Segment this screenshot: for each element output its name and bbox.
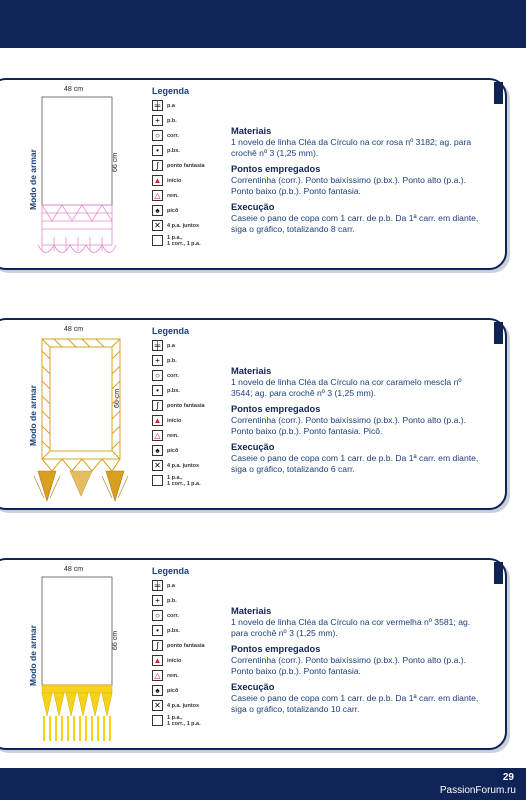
modo-de-armar-label: Modo de armar: [28, 625, 38, 686]
pa-corr-pa-icon: [152, 715, 163, 726]
ponto-fantasia-icon: ∫: [152, 160, 163, 171]
legend-label: início: [167, 657, 182, 664]
pb-icon: +: [152, 355, 163, 366]
corr-icon: ○: [152, 610, 163, 621]
legend-label: início: [167, 177, 182, 184]
pa-icon: ╪: [152, 100, 163, 111]
pico-icon: ♠: [152, 685, 163, 696]
rem-icon: △: [152, 190, 163, 201]
materiais-title: Materiais: [231, 126, 272, 136]
legend-label: ponto fantasia: [167, 642, 205, 649]
legend-label: rem.: [167, 192, 179, 199]
pico-icon: ♠: [152, 205, 163, 216]
card-1-text: [231, 121, 481, 235]
legend-label: p.b.: [167, 597, 177, 604]
legend-title: Legenda: [152, 326, 190, 336]
site-watermark: PassionForum.ru: [439, 785, 516, 796]
pa-icon: ╪: [152, 580, 163, 591]
legend-label: 4 p.a. juntos: [167, 702, 200, 709]
pontos-title: Pontos empregados: [231, 644, 321, 654]
legend-2: [152, 326, 222, 488]
pa-corr-pa-icon: [152, 475, 163, 486]
height-dimension: 66 cm: [114, 388, 121, 408]
modo-de-armar-label: Modo de armar: [28, 149, 38, 210]
towel-diagram: [32, 336, 132, 506]
pb-icon: +: [152, 595, 163, 606]
inicio-icon: ▲: [153, 416, 162, 425]
legend-label: p.b.: [167, 357, 177, 364]
legend-label: p.b.: [167, 117, 177, 124]
inicio-icon: ▲: [153, 656, 162, 665]
legend-label: início: [167, 417, 182, 424]
execucao-title: Execução: [231, 682, 275, 692]
legend-label: picô: [167, 207, 179, 214]
materiais-title: Materiais: [231, 366, 272, 376]
card-2-text: [231, 361, 481, 475]
legend-title: Legenda: [152, 86, 190, 96]
pontos-text: Correntinha (corr.). Ponto baixíssimo (p.bx.). Ponto alto (p.a.). Ponto baixo (p.b.). Ponto fantasia. Picô.: [231, 415, 466, 436]
top-band: [0, 0, 526, 48]
width-dimension: 48 cm: [64, 86, 84, 93]
materiais-title: Materiais: [231, 606, 272, 616]
card-tab-1: [494, 82, 503, 104]
pontos-text: Correntinha (corr.). Ponto baixíssimo (p.bx.). Ponto alto (p.a.). Ponto baixo (p.b.). Ponto fantasia.: [231, 655, 466, 676]
legend-3: [152, 566, 222, 728]
pbx-icon: •: [152, 625, 163, 636]
legend-label: 1 p.a., 1 corr., 1 p.a.: [167, 234, 201, 247]
card-tab-2: [494, 322, 503, 344]
pbx-icon: •: [152, 145, 163, 156]
legend-label: corr.: [167, 372, 179, 379]
corr-icon: ○: [152, 370, 163, 381]
towel-diagram: [36, 576, 116, 746]
legend-label: 1 p.a., 1 corr., 1 p.a.: [167, 474, 201, 487]
four-pa-together-icon: ✕: [152, 220, 163, 231]
four-pa-together-icon: ✕: [152, 460, 163, 471]
modo-de-armar-label: Modo de armar: [28, 385, 38, 446]
legend-label: corr.: [167, 612, 179, 619]
legend-label: p.a: [167, 102, 175, 109]
card-tab-3: [494, 562, 503, 584]
legend-label: 4 p.a. juntos: [167, 462, 200, 469]
towel-diagram: [36, 96, 116, 266]
execucao-text: Caseie o pano de copa com 1 carr. de p.b. Da 1ª carr. em diante, siga o gráfico, totalizando 6 carr.: [231, 453, 479, 474]
ponto-fantasia-icon: ∫: [152, 400, 163, 411]
legend-label: p.bx.: [167, 387, 180, 394]
pa-icon: ╪: [152, 340, 163, 351]
rem-icon: △: [152, 670, 163, 681]
legend-label: ponto fantasia: [167, 162, 205, 169]
pontos-title: Pontos empregados: [231, 404, 321, 414]
pontos-title: Pontos empregados: [231, 164, 321, 174]
four-pa-together-icon: ✕: [152, 700, 163, 711]
execucao-text: Caseie o pano de copa com 1 carr. de p.b. Da 1ª carr. em diante, siga o gráfico, totalizando 8 carr.: [231, 213, 479, 234]
width-dimension: 48 cm: [64, 566, 84, 573]
legend-label: p.bx.: [167, 627, 180, 634]
legend-label: p.a: [167, 582, 175, 589]
materiais-text: 1 novelo de linha Cléa da Círculo na cor rosa nº 3182; ag. para crochê nº 3 (1,25 mm).: [231, 137, 472, 158]
execucao-title: Execução: [231, 202, 275, 212]
width-dimension: 48 cm: [64, 326, 84, 333]
pbx-icon: •: [152, 385, 163, 396]
card-3-text: [231, 601, 481, 715]
legend-label: rem.: [167, 672, 179, 679]
execucao-title: Execução: [231, 442, 275, 452]
materiais-text: 1 novelo de linha Cléa da Círculo na cor caramelo mescla nº 3544; ag. para crochê nº 3 (1,25 mm).: [231, 377, 462, 398]
rem-icon: △: [152, 430, 163, 441]
legend-label: 4 p.a. juntos: [167, 222, 200, 229]
height-dimension: 66 cm: [112, 630, 119, 650]
pa-corr-pa-icon: [152, 235, 163, 246]
pb-icon: +: [152, 115, 163, 126]
legend-label: corr.: [167, 132, 179, 139]
corr-icon: ○: [152, 130, 163, 141]
legend-title: Legenda: [152, 566, 190, 576]
legend-label: picô: [167, 447, 179, 454]
legend-label: ponto fantasia: [167, 402, 205, 409]
page-number: 29: [502, 772, 514, 783]
legend-label: p.a: [167, 342, 175, 349]
legend-label: rem.: [167, 432, 179, 439]
ponto-fantasia-icon: ∫: [152, 640, 163, 651]
height-dimension: 66 cm: [112, 152, 119, 172]
legend-1: [152, 86, 222, 248]
materiais-text: 1 novelo de linha Cléa da Círculo na cor vermelha nº 3581; ag. para crochê nº 3 (1,25 mm).: [231, 617, 471, 638]
legend-label: 1 p.a., 1 corr., 1 p.a.: [167, 714, 201, 727]
inicio-icon: ▲: [153, 176, 162, 185]
legend-label: picô: [167, 687, 179, 694]
pico-icon: ♠: [152, 445, 163, 456]
pontos-text: Correntinha (corr.). Ponto baixíssimo (p.bx.). Ponto alto (p.a.). Ponto baixo (p.b.). Ponto fantasia.: [231, 175, 466, 196]
legend-label: p.bx.: [167, 147, 180, 154]
execucao-text: Caseie o pano de copa com 1 carr. de p.b. Da 1ª carr. em diante, siga o gráfico, totalizando 10 carr.: [231, 693, 479, 714]
